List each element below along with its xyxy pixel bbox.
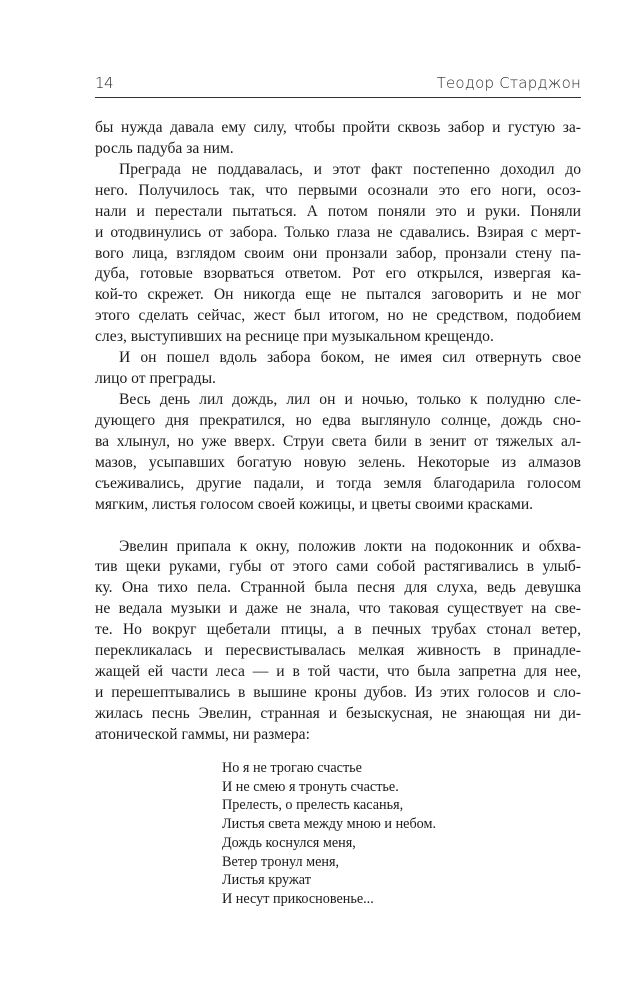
text-line: нали и перестали пытаться. А потом поняли это и руки. Поняли <box>95 202 581 220</box>
poem-line: Ветер тронул меня, <box>222 853 340 870</box>
text-line: тив щеки руками, губы от этого сами собой растягивались в улыб- <box>95 558 581 576</box>
poem-line: И не смею я тронуть счастье. <box>222 778 399 795</box>
body-text <box>95 118 581 746</box>
text-line: лицо от преграды. <box>95 370 216 388</box>
text-line: съеживались, другие падали, и тогда земля благодарила голосом <box>95 474 581 492</box>
paragraph <box>95 390 581 516</box>
text-line: мягким, листья голосом своей кожицы, и цветы своими красками. <box>95 495 534 513</box>
text-line: ку. Она тихо пела. Странной была песня для слуха, ведь девушка <box>95 579 581 597</box>
section-break <box>95 516 581 537</box>
poem-line: Листья света между мною и небом. <box>222 816 437 833</box>
poem-line: Листья кружат <box>222 872 311 889</box>
text-line: Весь день лил дождь, лил он и ночью, только к полудню сле- <box>119 390 581 408</box>
poem-line: Дождь коснулся меня, <box>222 834 356 851</box>
text-line: этого сделать сейчас, жест был итогом, но не средством, подобием <box>95 307 581 325</box>
text-line: жащей ей части леса — и в той части, что была запретна для нее, <box>95 663 581 681</box>
paragraph <box>95 348 581 390</box>
text-line: дуба, готовые взорваться ответом. Рот его открылся, извергая ка- <box>95 265 581 283</box>
text-line: и перешептывались в вышине кроны дубов. Из этих голосов и сло- <box>95 683 581 701</box>
text-line: дующего дня прекратился, но едва выглянуло солнце, дождь сно- <box>95 411 581 429</box>
poem-verse <box>222 759 436 909</box>
poem-line: И несут прикосновенье... <box>222 890 374 907</box>
text-line: ва хлынул, но уже вверх. Струи света били в зенит от тяжелых ал- <box>95 432 581 450</box>
page-number: 14 <box>95 74 114 92</box>
text-line: кой-то скрежет. Он никогда еще не пытался заговорить и не мог <box>95 286 581 304</box>
text-line: Преграда не поддавалась, и этот факт постепенно доходил до <box>119 160 581 178</box>
paragraph <box>95 160 581 348</box>
text-line: него. Получилось так, что первыми осознали это его ноги, осоз- <box>95 181 581 199</box>
text-line: слез, выступивших на реснице при музыкальном крещендо. <box>95 328 494 346</box>
running-title-author: Теодор Старджон <box>436 74 581 92</box>
text-line: Эвелин припала к окну, положив локти на подоконник и обхва- <box>119 537 581 555</box>
text-line: не ведала музыки и даже не знала, что таковая существует на све- <box>95 600 581 618</box>
paragraph <box>95 537 581 746</box>
text-line: атонической гаммы, ни размера: <box>95 725 310 743</box>
text-line: те. Но вокруг щебетали птицы, а в печных трубах стонал ветер, <box>95 621 581 639</box>
text-line: бы нужда давала ему силу, чтобы пройти сквозь забор и густую за- <box>95 119 581 136</box>
text-line: перекликалась и пересвистывалась мелкая живность в принадле- <box>95 642 581 660</box>
text-line: вого лица, взглядом своим они пронзали забор, пронзали стену па- <box>95 244 581 262</box>
text-line: жилась песнь Эвелин, странная и безыскусная, не знающая ни ди- <box>95 704 581 722</box>
text-line: росль падуба за ним. <box>95 139 234 157</box>
paragraph <box>95 118 581 160</box>
page-header <box>95 72 581 98</box>
poem-line: Но я не трогаю счастье <box>222 760 362 776</box>
text-line: И он пошел вдоль забора боком, не имея сил отвернуть свое <box>119 349 581 367</box>
text-line: и отодвинулись от забора. Только глаза не сдавались. Взирая с мерт- <box>95 223 581 241</box>
text-line: мазов, усыпавших богатую новую зелень. Некоторые из алмазов <box>95 453 581 471</box>
poem-line: Прелесть, о прелесть касанья, <box>222 797 404 814</box>
